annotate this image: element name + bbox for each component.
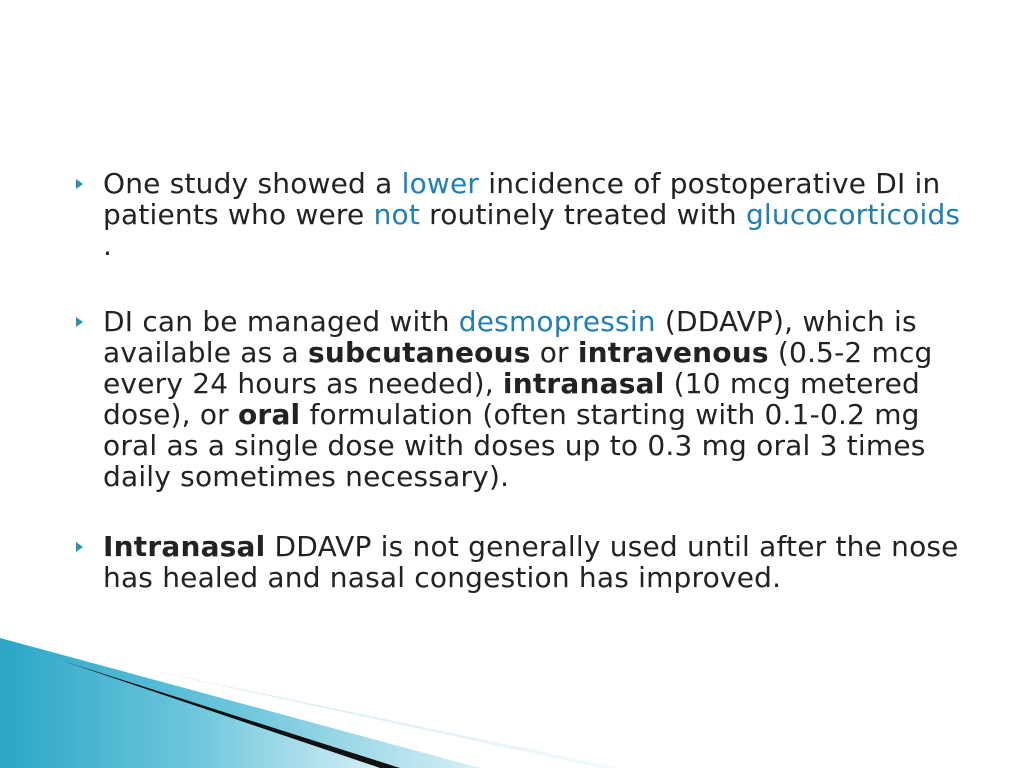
text-run: DI can be managed with [103,305,459,338]
bullet-text [103,306,965,492]
bold-intranasal: Intranasal [103,530,266,563]
text-run: . [103,229,113,262]
bullet-text [103,531,963,593]
swoosh-banner [0,638,1024,768]
text-run: (10 mcg metered dose), or [103,367,921,431]
text-run: routinely treated with [420,198,746,231]
text-run: (DDAVP), which is available as a [103,305,917,369]
highlight-not: not [373,198,421,231]
text-run: (0.5-2 mcg every 24 hours as needed), [103,336,933,400]
text-run: One study showed a [103,167,402,200]
text-run: DDAVP is not generally used until after the nose has healed and nasal congestion has improved. [103,530,959,594]
triangle-right-icon [76,542,83,552]
bold-intravenous: intravenous [577,336,769,369]
triangle-right-icon [76,179,83,189]
text-run: incidence of postoperative DI in patients who were [103,167,941,231]
bullet-item [76,306,976,492]
bullet-item [76,531,976,593]
text-run: formulation (often starting with 0.1-0.2 mg oral as a single dose with doses up to 0.3 mg oral 3 times daily sometimes necessary). [103,398,926,493]
triangle-right-icon [76,317,83,327]
bold-intranasal: intranasal [502,367,665,400]
bold-oral: oral [238,398,301,431]
highlight-lower: lower [401,167,480,200]
bold-subcutaneous: subcutaneous [308,336,531,369]
text-run: or [530,336,578,369]
bullet-text [103,168,963,261]
highlight-desmopressin: desmopressin [458,305,656,338]
highlight-glucocorticoids: glucocorticoids [745,198,961,231]
bullet-item [76,168,976,261]
